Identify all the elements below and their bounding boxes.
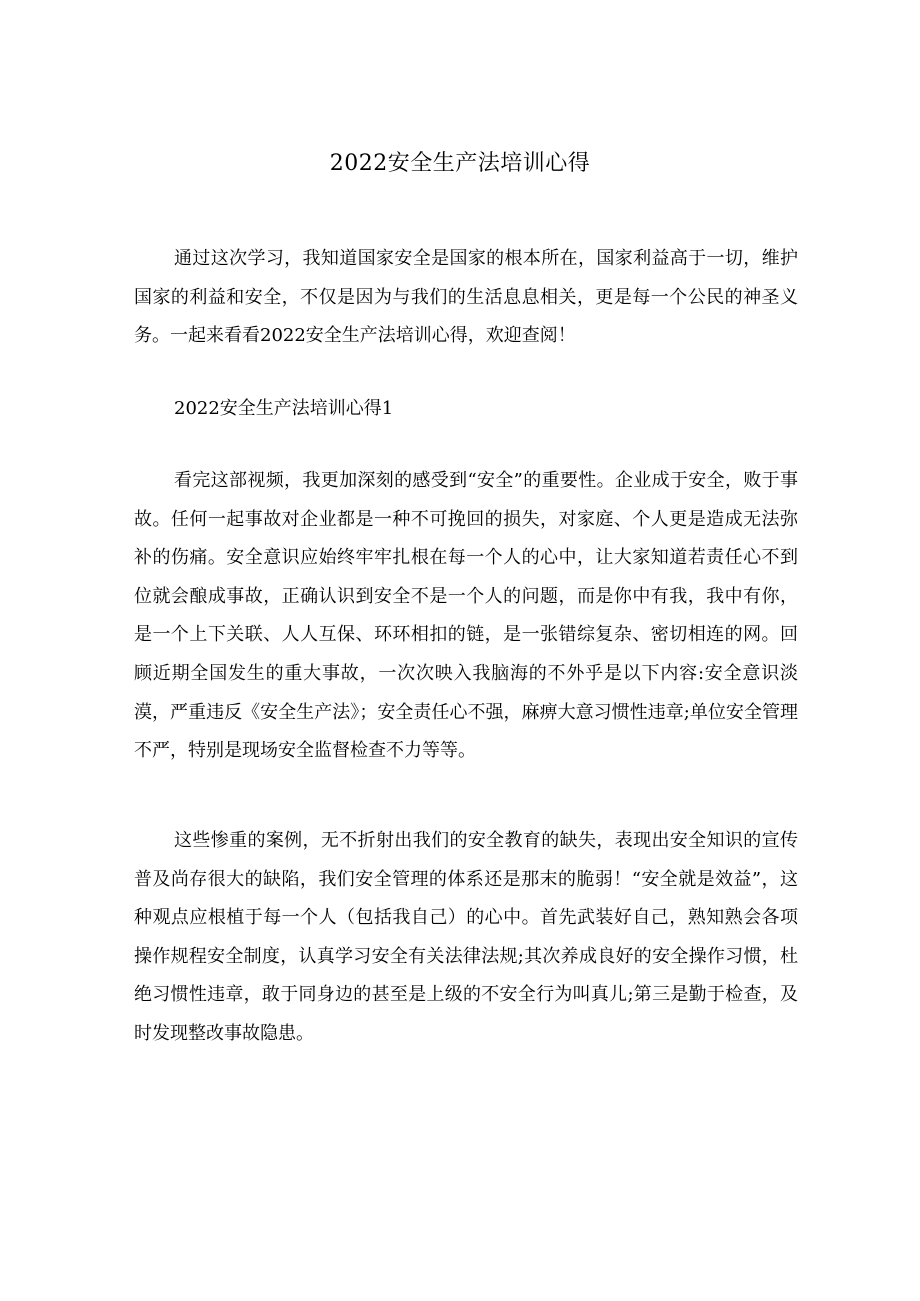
body-paragraph-2: 这些惨重的案例，无不折射出我们的安全教育的缺失，表现出安全知识的宣传普及尚存很大的缺陷，我们安全管理的体系还是那末的脆弱！“安全就是效益”，这种观点应根植于每一个人（包括我自己）的心中。首先武装好自己，熟知熟会各项操作规程安全制度，认真学习安全有关法律法规;其次养成良好的安全操作习惯，杜绝习惯性违章，敢于同身边的甚至是上级的不安全行为叫真儿;第三是勤于检查，及时发现整改事故隐患。: [134, 830, 798, 1044]
intro-paragraph: 通过这次学习，我知道国家安全是国家的根本所在，国家利益高于一切，维护国家的利益和安全，不仅是因为与我们的生活息息相关，更是每一个公民的神圣义务。一起来看看2022安全生产法培训心得，欢迎查阅！: [134, 248, 798, 347]
section-heading: 2022安全生产法培训心得1: [174, 398, 394, 419]
document-title: 2022安全生产法培训心得: [329, 151, 591, 176]
body-paragraph-1: 看完这部视频，我更加深刻的感受到“安全”的重要性。企业成于安全，败于事故。任何一起事故对企业都是一种不可挽回的损失，对家庭、个人更是造成无法弥补的伤痛。安全意识应始终牢牢扎根在每一个人的心中，让大家知道若责任心不到位就会酿成事故，正确认识到安全不是一个人的问题，而是你中有我，我中有你，是一个上下关联、人人互保、环环相扣的链，是一张错综复杂、密切相连的网。回顾近期全国发生的重大事故，一次次映入我脑海的不外乎是以下内容:安全意识淡漠，严重违反《安全生产法》；安全责任心不强，麻痹大意习惯性违章;单位安全管理不严，特别是现场安全监督检查不力等等。: [134, 470, 798, 762]
